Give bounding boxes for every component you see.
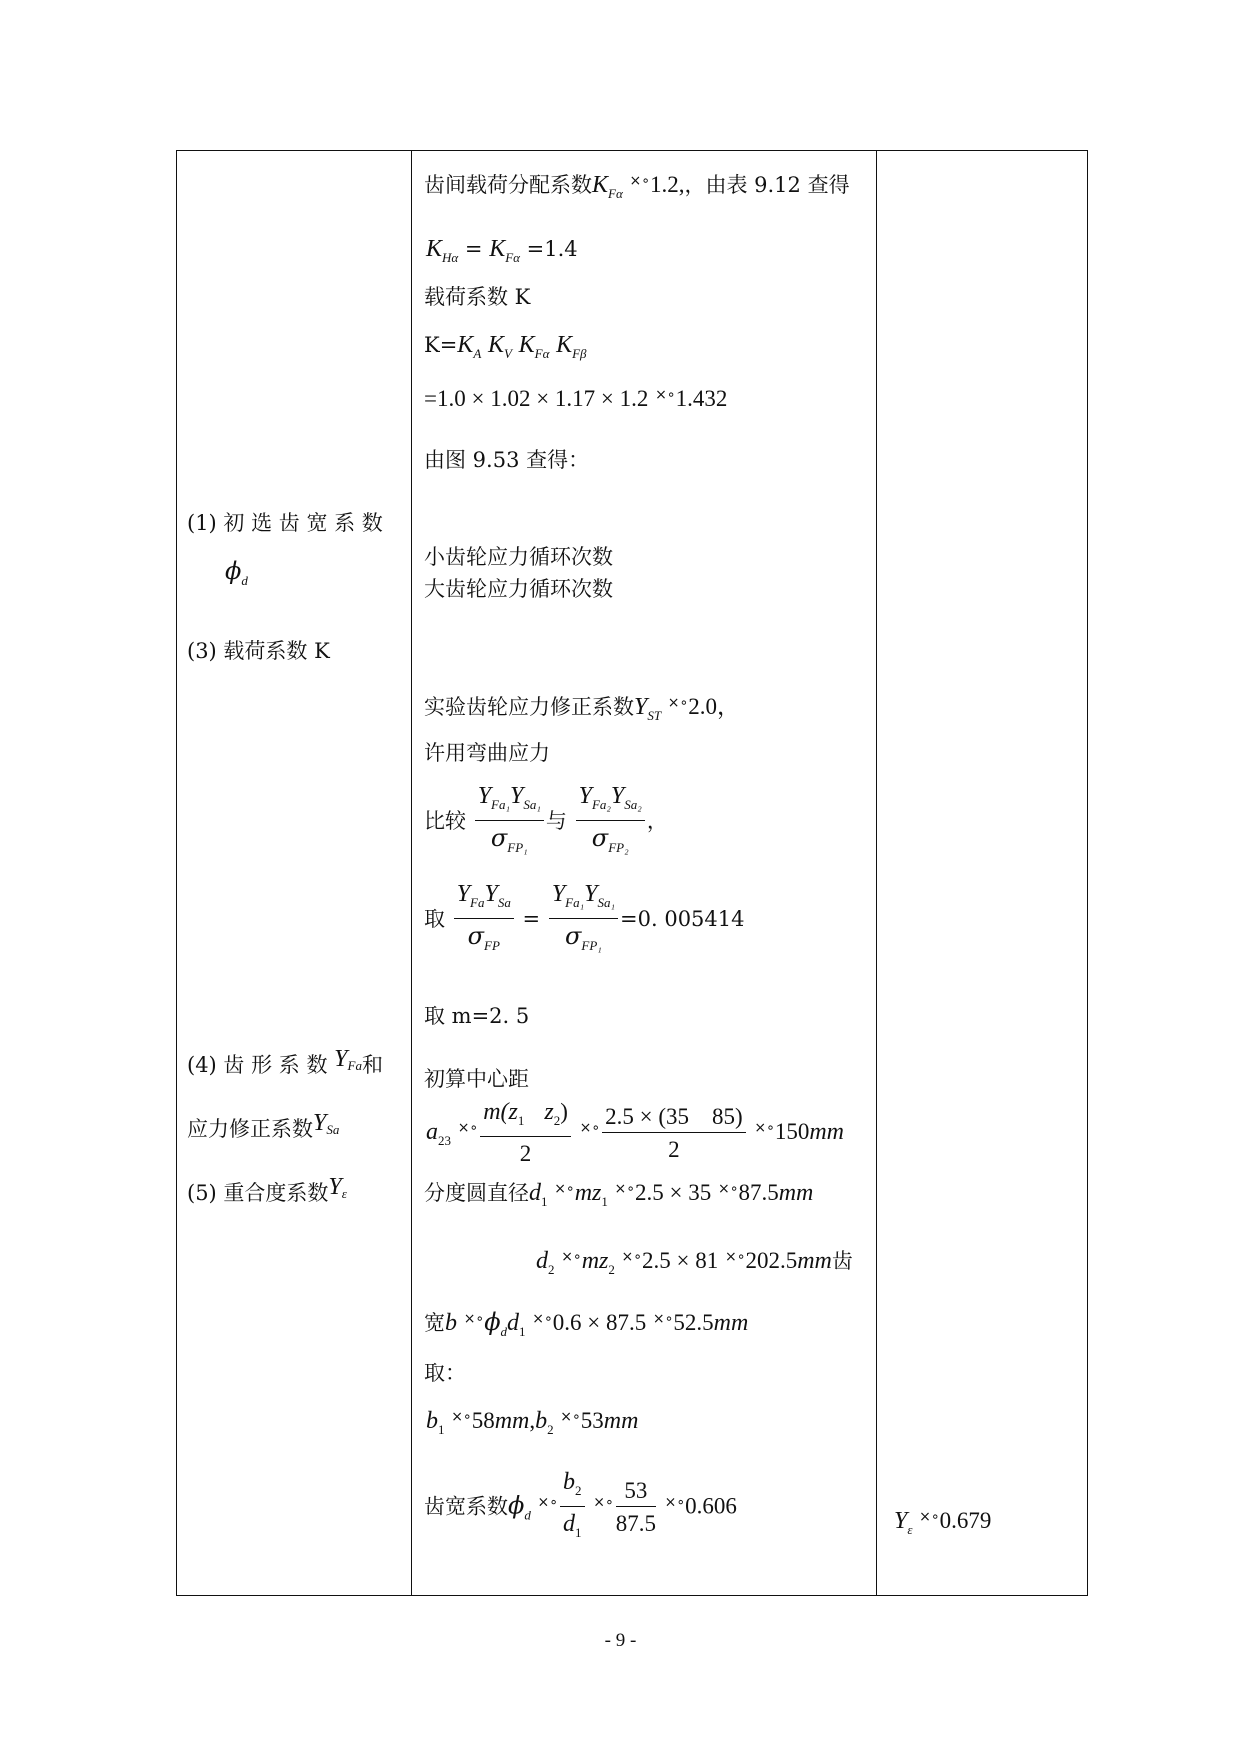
line-k-formula: $K=K_A$ $K_V$ $K_{F\alpha}$ $K_{F\beta}$ bbox=[424, 332, 587, 361]
fraction-a1: $\frac{m(z_1 z_2)}{2}$ bbox=[480, 1098, 571, 1169]
fraction-a2: $\frac{2.5 \times (35 85)}{2}$ bbox=[602, 1103, 746, 1165]
line-center-distance: $a_{23}$ ×∘ $\frac{m(z_1 z_2)}{2}$ ×∘ $\frac{2.5 \times (35 85)}{2}$ ×∘150mm bbox=[426, 1098, 844, 1169]
line-large-gear-cycles: 大齿轮应力循环次数 bbox=[424, 577, 613, 601]
line-fig-953: 由图 9.53 查得： bbox=[424, 448, 590, 472]
line-take-2: 取： bbox=[424, 1361, 466, 1385]
line-yst: 实验齿轮应力修正系数$Y_{ST}$ ×∘2.0， bbox=[424, 694, 741, 723]
item5-label: (5) 重合度系数Yε bbox=[187, 1174, 347, 1205]
result-y-epsilon: $Y_\varepsilon$ ×∘0.679 bbox=[894, 1508, 992, 1537]
item4-label: (4) 齿 形 系 数 YFa和 bbox=[187, 1046, 383, 1077]
fraction-1: $\frac{Y_{Fa_1}Y_{Sa_1}}{\sigma_{FP_1}}$ bbox=[475, 782, 544, 863]
column-divider-1 bbox=[411, 151, 412, 1595]
fraction-3: $\frac{Y_{Fa}Y_{Sa}}{\sigma_{FP}}$ bbox=[454, 880, 514, 961]
line-b1-b2: $b_1$ $^{\times\circ}58mm,b_2$ ×∘53mm bbox=[426, 1408, 639, 1437]
line-kfa: 齿间载荷分配系数$K_{F\alpha}$ ×∘1.2,，由表 9.12 查得 bbox=[424, 172, 850, 201]
fraction-4: $\frac{Y_{Fa_1}Y_{Sa_1}}{\sigma_{FP_1}}$ bbox=[549, 880, 618, 961]
column-divider-2 bbox=[876, 151, 877, 1595]
item3-label: (3) 载荷系数 K bbox=[187, 639, 330, 663]
line-kha-eq: $K_{H\alpha} = K_{F\alpha} =1.4$ bbox=[426, 236, 578, 265]
item1-symbol: $\phi_d$ bbox=[225, 557, 248, 588]
line-center-distance-label: 初算中心距 bbox=[424, 1067, 529, 1091]
page-number: - 9 - bbox=[604, 1630, 637, 1651]
line-d2: $d_2$ $^{\times\circ}mz_2$ ×∘2.5 × 81 ×∘202.5mm齿 bbox=[536, 1248, 853, 1277]
line-take-ratio: 取 $\frac{Y_{Fa}Y_{Sa}}{\sigma_{FP}}$ = $\frac{Y_{Fa_1}Y_{Sa_1}}{\sigma_{FP_1}}$ =0. 005414 bbox=[424, 880, 745, 961]
line-width-b: 宽b $^{\times\circ}\phi_dd_1$ ×∘0.6 × 87.5 ×∘52.5mm bbox=[424, 1308, 749, 1339]
line-allowable-stress: 许用弯曲应力 bbox=[424, 741, 550, 765]
item1-label: (1) 初 选 齿 宽 系 数 bbox=[187, 511, 383, 535]
fraction-phi-2: $\frac{53}{87.5}$ bbox=[615, 1478, 656, 1536]
item4-label-2: 应力修正系数YSa bbox=[187, 1110, 340, 1141]
fraction-phi-1: $\frac{b_2}{d_1}$ bbox=[560, 1468, 585, 1548]
line-small-gear-cycles: 小齿轮应力循环次数 bbox=[424, 545, 613, 569]
line-take-m: 取 m=2. 5 bbox=[424, 1004, 530, 1028]
line-load-factor: 载荷系数 K bbox=[424, 285, 531, 309]
line-compare: 比较 $\frac{Y_{Fa_1}Y_{Sa_1}}{\sigma_{FP_1}}$ 与 $\frac{Y_{Fa_2}Y_{Sa_2}}{\sigma_{FP_2}}$ ， bbox=[424, 782, 668, 863]
line-k-value: =1.0 × 1.02 × 1.17 × 1.2 ×∘1.432 bbox=[424, 386, 728, 411]
line-d1: 分度圆直径$d_1$ $^{\times\circ}mz_1$ ×∘2.5 × 35 ×∘87.5mm bbox=[424, 1180, 814, 1209]
fraction-2: $\frac{Y_{Fa_2}Y_{Sa_2}}{\sigma_{FP_2}}$ bbox=[576, 782, 645, 863]
calculation-table bbox=[176, 150, 1088, 1596]
line-phi-d: 齿宽系数$\phi_d$ ×∘ $\frac{b_2}{d_1}$ ×∘ $\frac{53}{87.5}$ ×∘0.606 bbox=[424, 1468, 737, 1548]
